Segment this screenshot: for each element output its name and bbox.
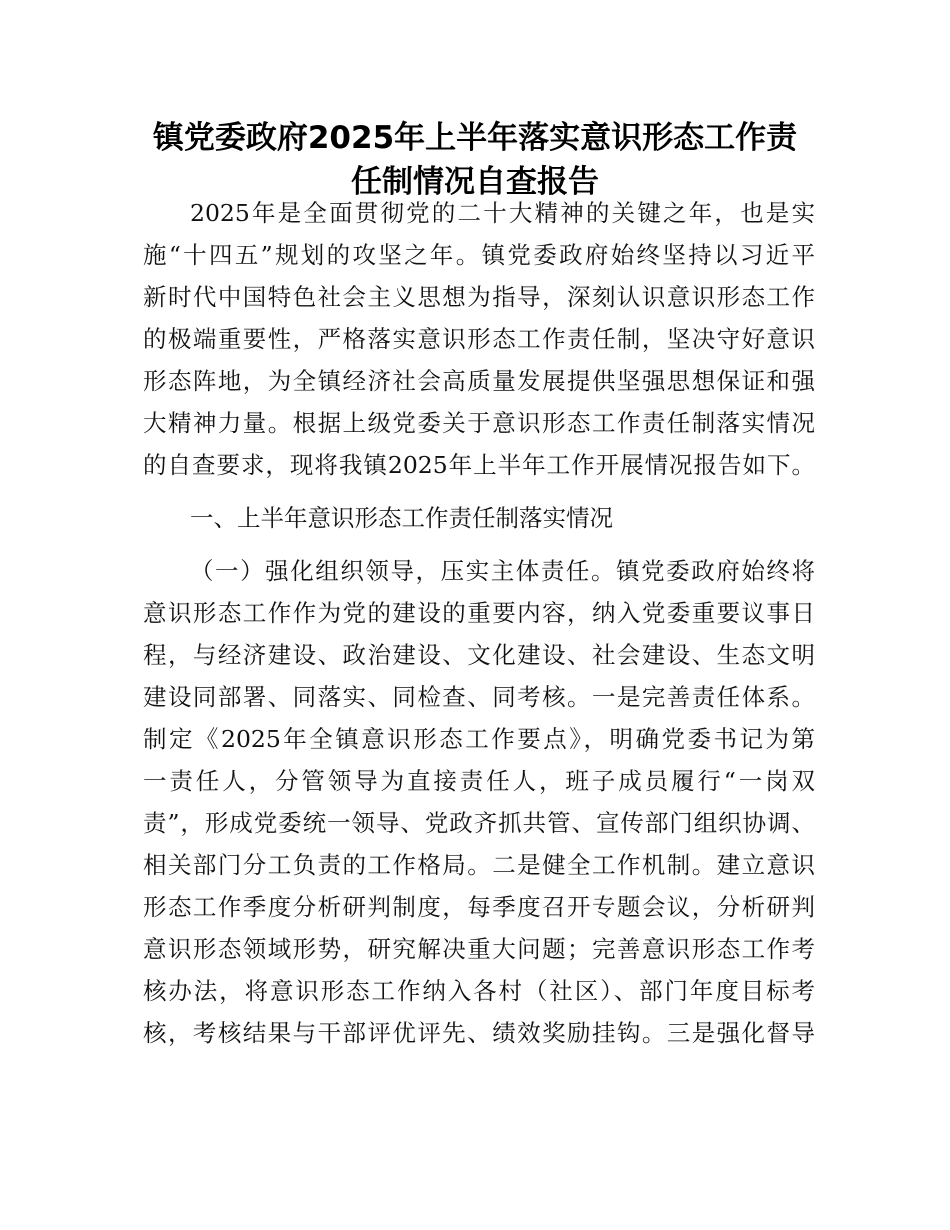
paragraph-1-line: 形态阵地，为全镇经济社会高质量发展提供坚强思想保证和强 xyxy=(143,367,815,395)
section-heading: 一、上半年意识形态工作责任制落实情况 xyxy=(190,504,613,532)
paragraph-2-line: 相关部门分工负责的工作格局。二是健全工作机制。建立意识 xyxy=(143,851,815,879)
paragraph-2-line: 意识形态领域形势，研究解决重大问题；完善意识形态工作考 xyxy=(143,935,815,963)
paragraph-1-line: 施“十四五”规划的攻坚之年。镇党委政府始终坚持以习近平 xyxy=(143,241,815,269)
paragraph-1-line: 大精神力量。根据上级党委关于意识形态工作责任制落实情况 xyxy=(143,409,815,437)
paragraph-1-line: 的自查要求，现将我镇2025年上半年工作开展情况报告如下。 xyxy=(143,451,815,479)
document-title-line-1: 镇党委政府2025年上半年落实意识形态工作责 xyxy=(152,120,798,156)
paragraph-2-line: 意识形态工作作为党的建设的重要内容，纳入党委重要议事日 xyxy=(143,599,815,627)
document-body xyxy=(143,192,815,1054)
paragraph-2-line: 程，与经济建设、政治建设、文化建设、社会建设、生态文明 xyxy=(143,641,815,669)
paragraph-2-line: 核，考核结果与干部评优评先、绩效奖励挂钩。三是强化督导 xyxy=(143,1019,815,1047)
paragraph-1-line: 的极端重要性，严格落实意识形态工作责任制，坚决守好意识 xyxy=(143,325,815,353)
paragraph-2-line: 形态工作季度分析研判制度，每季度召开专题会议，分析研判 xyxy=(143,893,815,921)
paragraph-2-line: 建设同部署、同落实、同检查、同考核。一是完善责任体系。 xyxy=(143,683,815,711)
paragraph-2-line: 责”，形成党委统一领导、党政齐抓共管、宣传部门组织协调、 xyxy=(143,809,815,837)
paragraph-1-line: 新时代中国特色社会主义思想为指导，深刻认识意识形态工作 xyxy=(143,283,815,311)
paragraph-2-line: 核办法，将意识形态工作纳入各村（社区）、部门年度目标考 xyxy=(143,977,815,1005)
paragraph-2-line: 一责任人，分管领导为直接责任人，班子成员履行“一岗双 xyxy=(143,767,815,795)
paragraph-2-line: （一）强化组织领导，压实主体责任。镇党委政府始终将 xyxy=(190,557,815,585)
paragraph-2-line: 制定《2025年全镇意识形态工作要点》，明确党委书记为第 xyxy=(143,725,815,753)
document-title-line-2: 任制情况自查报告 xyxy=(351,164,599,200)
paragraph-1-line: 2025年是全面贯彻党的二十大精神的关键之年，也是实 xyxy=(190,199,815,227)
